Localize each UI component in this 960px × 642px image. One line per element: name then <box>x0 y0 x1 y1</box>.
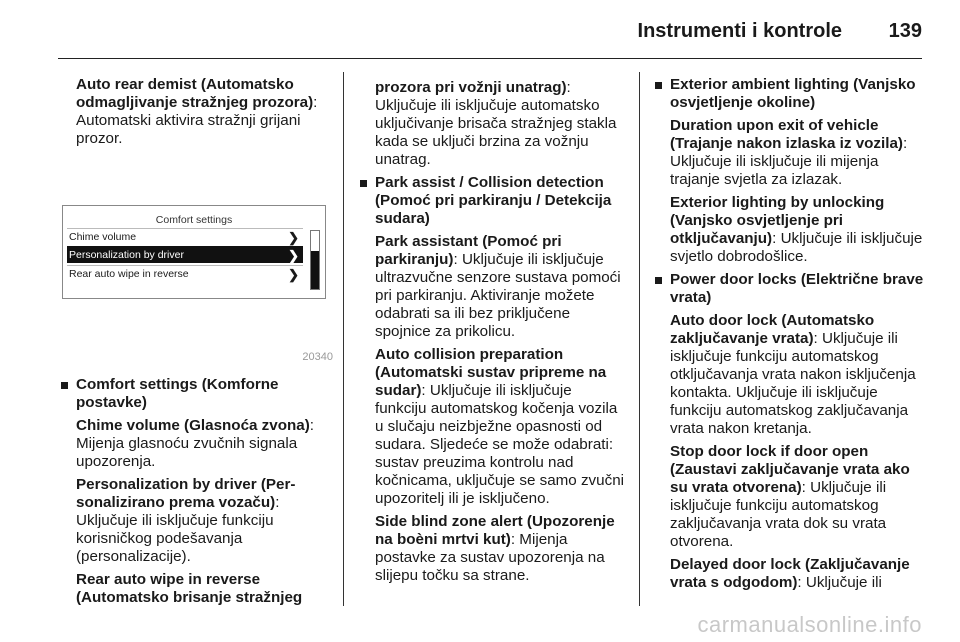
watermark: carmanualsonline.info <box>697 612 922 637</box>
page-title: Instrumenti i kontrole <box>637 20 842 42</box>
column-2 <box>357 79 627 590</box>
header-rule <box>58 58 922 59</box>
bullet-square-icon <box>655 82 662 89</box>
column-divider-2 <box>639 72 640 606</box>
bullet-exterior-lighting: Exterior ambient lighting (Vanjsko osvjetljenje okoline) <box>652 76 927 112</box>
column-divider-1 <box>343 72 344 606</box>
figure-number: 20340 <box>302 351 333 363</box>
paragraph-delayed-door-lock: Delayed door lock (Zaključavanje vrata s odgodom): Uključuje ili <box>670 556 910 591</box>
paragraph-auto-collision: Auto collision preparation (Automatski sustav pripreme na sudar): Uključuje ili isključuje funkciju automatskog kočenja vozila u slučaju neizbježne opasnosti od sudara. Sljedeće se može odabrati: sustav preuzima kontrolu nad kočnicama, uključuje se samo zvučni upozoritelj ili je isključeno. <box>375 346 625 507</box>
menu-item-rear-auto-wipe: Rear auto wipe in reverse ❯ <box>67 265 303 282</box>
chevron-right-icon: ❯ <box>288 230 299 245</box>
paragraph-auto-rear-demist: Auto rear demist (Automatsko odmagljivanje stražnjeg prozora): Automatski aktivira stražnji grijani prozor. <box>76 76 318 147</box>
bullet-park-assist: Park assist / Collision detection (Pomoć pri parkiranju / Detekcija sudara) <box>357 174 627 228</box>
paragraph-duration-exit: Duration upon exit of vehicle (Trajanje nakon izlaska iz vozila): Uključuje ili isključuje ili mijenja trajanje svjetla za izlazak. <box>670 117 908 188</box>
bullet-comfort-settings: Comfort settings (Komforne postavke) <box>58 376 333 412</box>
paragraph-stop-door-lock: Stop door lock if door open (Zaustavi zaključavanje vrata ako su vrata otvorena): Uključuje ili isključuje funkciju automatskog zaključavanja vrata dok su vrata otvorena. <box>670 443 910 550</box>
paragraph-personalization: Personalization by driver (Personalizirano prema vozaču): Uključuje ili isključuje funkciju korisničkog podešavanja (personalizacije). <box>76 476 296 565</box>
bullet-power-door-locks: Power door locks (Električne brave vrata) <box>652 271 927 307</box>
bullet-square-icon <box>61 382 68 389</box>
chevron-right-icon: ❯ <box>288 267 299 282</box>
column-1 <box>58 76 333 612</box>
bullet-square-icon <box>360 180 367 187</box>
screen-title: Comfort settings <box>155 214 233 226</box>
display-screen <box>62 205 326 299</box>
paragraph-rear-auto-wipe: Rear auto wipe in reverse (Automatsko brisanje stražnjeg <box>76 571 303 606</box>
chevron-right-icon: ❯ <box>288 248 299 263</box>
page-header <box>0 0 960 60</box>
scrollbar-thumb <box>311 251 319 289</box>
paragraph-auto-door-lock: Auto door lock (Automatsko zaključavanje vrata): Uključuje ili isključuje funkciju automatskog otključavanja vrata nakon isključenja kontakta. Uključuje ili isključuje funkciju automatskog zaključavanja vrata nakon kretanja. <box>670 312 916 437</box>
menu-item-chime-volume: Chime volume ❯ <box>67 228 303 245</box>
menu-item-personalization: Personalization by driver ❯ <box>67 246 303 263</box>
paragraph-side-blind-zone: Side blind zone alert (Upozorenje na boèni mrtvi kut): Mijenja postavke za sustav upozorenja na slijepu točku sa strane. <box>375 513 615 584</box>
paragraph-lighting-unlocking: Exterior lighting by unlocking (Vanjsko osvjetljenje pri otključavanju): Uključuje ili isključuje svjetlo dobrodošlice. <box>670 194 923 265</box>
bullet-square-icon <box>655 277 662 284</box>
paragraph-park-assistant: Park assistant (Pomoć pri parkiranju): Uključuje ili isključuje ultrazvučne senzore sustava pomoći pri parkiranju. Aktiviranje možete odabrati sa ili bez priključene spojnice za prikolicu. <box>375 233 621 340</box>
paragraph-chime-volume: Chime volume (Glasnoća zvona): Mijenja glasnoću zvučnih signala upozorenja. <box>76 417 315 470</box>
paragraph-rear-auto-wipe-cont: prozora pri vožnji unatrag): Uključuje ili isključuje automatsko uključivanje brisača stražnjeg stakla kada se uključi brzina za vožnju unatrag. <box>375 79 617 168</box>
comfort-settings-figure <box>58 156 333 368</box>
column-3 <box>652 76 927 597</box>
scrollbar <box>310 230 320 290</box>
page-number: 139 <box>888 20 922 42</box>
